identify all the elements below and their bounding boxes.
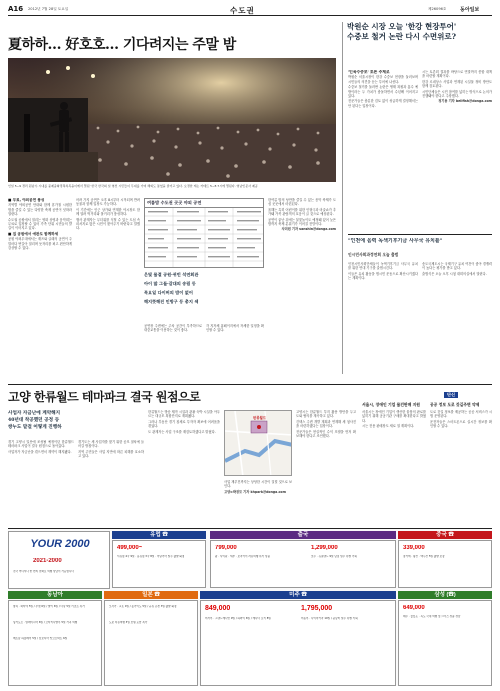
mid-subhead-2: 아이 많 그들·갈대의 송림 등 [144,281,196,286]
lead-reporter: 차미원 기자 sanshin@donga.com [281,227,336,232]
mid-subhead-3: 목요일 다이버의 밤이 없어 [144,290,193,295]
themepark-body5: 고양시는 한류월드 부지 활용 방안을 두고 도와 협의를 계속하고 있다. 킨텍스 주변 개발 계획과 연계해 새 청사진을 마련하겠다는 입장이다. 전문가들은 현실적인 수익 모델을 먼저 확보해야 한다고 조언했다. [296,410,356,439]
col1-subhead: ■ 무료, 야외공연 풍성 [8,198,45,202]
ad-banner-samsung [398,591,492,599]
lead-body-col1: ■ 무료, 야외공연 풍성 지역별 야외공연 안내와 함께 휴가철 시원한 밤을 즐길 수 있는 다양한 축제 공연이 잇따라 열린다. 수도권 공원에서 열리는 영화 상영과 음악회는 무료로 입장할 수 있어 가족 단위 시민들의 발길이 이어지고 있다. ■ 집 공원에서 애완도 함께하세 공원 야외무대에서는 재즈와 클래식 공연이 주말마다 번갈아 열리며 돗자리를 펴고 편안하게 감상할 수 있다. [8,198,72,251]
ad-banner-europe-title: 유럽 ☎ [150,532,168,538]
masthead [8,4,492,16]
brief-left-body: 서울시는 장애인 기업이 생산한 물품의 판로를 넓히기 위해 공공기관 구매를 확대한다고 밝혔다. 시는 전용 판매장도 새로 열 계획이다. [362,410,426,429]
ad-banner-japan-title: 일본 ☎ [142,592,160,598]
themepark-body4: 사업 재추진까지는 상당한 시간이 걸릴 것으로 보인다. 고양=박경모 기자 khpark@donga.com [224,480,292,494]
col1-subhead-2: ■ 집 공원에서 애완도 함께하세 [8,231,59,236]
ad-price-4: 849,000 [205,605,231,612]
lead-body-col4: 각 지자체 홈페이지에서 자세한 일정을 확인할 수 있다. [206,324,264,333]
ad-depart-body: 799,000 괌 · 사이판 · 세부 · 보라카이 자유여행 특가 상품 1,299,000 호주 · 뉴질랜드 9일 남섬 일주 특별 기획 [210,540,396,588]
ad-price-3: 1,299,000 [311,545,338,551]
section-rule [8,384,492,385]
ad-banner-samsung-title: 삼성 (☎) [434,592,456,598]
section-title: 수도권 [230,6,255,15]
deck-3: 쌍누도 말걸 어떻게 진행하 [8,425,62,430]
right-kicker: '인육수중보' 토론 주제로 [348,70,390,74]
themepark-headline: 고양 한류월드 테마파크 결국 원점으로 [8,390,201,404]
themepark-body3: 한류월드는 방송 제작 시설과 관광 숙박 시설을 아우르는 대규모 복합단지로 계획됐다. 그러나 부동산 경기 침체로 투자자 확보에 어려움을 겪었다. 도 관계자는 사업 구조를 재검토하겠다고 밝혔다. [148,410,220,434]
ad-banner-depart [210,531,396,539]
ad-banner-sea-title: 동남아 [47,592,63,598]
table-title: 여름밤 수도권 곳곳 야외 공연 [145,199,263,208]
photo-caption: 인일 5~9 경리 원남수 시내를 중제중화경축복목을이에서 열린 '한국 한국의 일 영선 시민들이 무대를 가며 해외도 통었을 즐거고 있다. 요경한 계는 카테트 5~8 7시에 열린다. 영남인문사 제공 [8,184,258,188]
ad-banner-china-title: 중국 ☎ [436,532,454,538]
map-label: 한류월드 [253,416,267,420]
brief-right-title: 공공 정보 도로 갓길주면 약제 [430,402,480,407]
deck-2: 40년대 착공했던 공정 등 [8,418,60,423]
ad-price-5: 1,795,000 [301,605,333,612]
brief-tag: 단신 [444,392,458,398]
ad-banner-europe [112,531,206,539]
right-divider [348,234,492,235]
lead-body-col5: 한여름 밤의 낭만을 즐길 수 있는 음악 축제가 도심 곳곳에서 마련된다. 올해는 특히 어린이를 위한 인형극과 마술쇼가 추가돼 가족 관람객의 호응이 클 것으로 예상된다. 공연이 끝난 뒤에는 불꽃놀이도 예정돼 있어 늦은 밤까지 축제 분위기가 이어질 전망이다. 차미원 기자 sanshin@donga.com [268,198,336,232]
ad-your2000: YOUR 2000 2021-2000 전국 어디서나 한 번의 전화로 여행 상담이 가능합니다 [8,531,110,589]
mid-subheads [144,272,264,320]
ad-price-1: 499,000~ [117,545,143,551]
page-number: A16 [8,5,24,13]
themepark-byline: 고양=박경모 기자 khpark@donga.com [224,489,286,494]
brief-left-title: 서울시, 장애인 기업 물건판매 지원 [362,402,420,407]
issue-number: 제26096호 [428,7,447,11]
location-map [224,410,292,476]
performance-table [144,198,264,268]
mid-subhead-1: 은빛 물결 공원·귀빈 석연회관 [144,272,199,277]
right-title-b: 수중보 철거 논란 다시 수면위로? [347,32,457,41]
ad-japan-body: 오사카 · 교토 4일 / 홋카이도 5일 / 규슈 온천 3일 출발 확정 도쿄 자유여행 3일 호텔 포함 특가 [104,600,198,686]
ad-banner-sea [8,591,102,599]
right-title-a: 박원순 시장 오늘 '한강 현장투어' [347,22,457,31]
brief-right-body: 도로 갓길 정보를 제공하는 공공 서비스가 시범 운영된다. 운전자들은 스마트폰으로 실시간 정보를 확인할 수 있다. [430,410,492,429]
newspaper-name: 동아일보 [460,7,480,13]
ad-your2000-title: YOUR 2000 [30,538,90,550]
ad-europe-body: 499,000~ 서유럽 4국 9일 · 동유럽 3국 8일 · 이탈리아 일주 출발 확정 [112,540,206,588]
right-box2-title: "인천에 음력 녹색기후기금 사무국 유치를" [348,238,443,244]
right-box2-sub: 인시민사회과정연회 오늘 출범 [348,252,399,257]
lead-headline: 夏하하… 好호호… 기다려지는 주말 밤 [8,37,236,53]
right-box2-body1: 인천시민사회단체들이 녹색기후기금 사무국 유치를 위한 연대 기구를 출범시킨다. 이들은 유치 활동을 범시민 운동으로 확산시키겠다는 계획이다. [348,262,418,281]
lead-body-col2: 어려 가지 공연은 오후 8시부터 시작되며 반려동물과 함께 입장도 가능하다. 이 기간에는 인근 상가와 연계한 야시장도 함께 열려 먹거리와 볼거리가 풍성하다. 행사 관계자는 무더위를 식힐 수 있는 도심 속 피서지로 많은 시민이 찾아주기 바란다고 말했다. [76,198,140,231]
right-box2-body2: 송도국제도시는 국제기구 유치 여건이 좋아 경쟁력이 높다는 평가를 받고 있다. 출범식은 오늘 오후 시청 대회의실에서 열린다. [422,262,492,276]
ad-samsung-body: 649,000 제주 · 울릉도 · 독도 국내 여행 및 크루즈 상품 상담 [398,600,492,686]
ad-your2000-phone: 2021-2000 [33,558,62,564]
ad-price-6: 339,000 [403,545,425,551]
themepark-decks [8,410,108,438]
right-body-col2: 시는 토론회 결과를 바탕으로 연말까지 종합 대책을 마련할 계획이다. 한강 르네상스 사업과 연계된 시설물 정비 방안도 함께 검토된다. 시민단체들은 시민 참여를 넓히는 방식으로 논의가 진행돼야 한다고 주장했다. 정기용 기자 bellfish@donga.com [422,70,492,104]
ad-banner-america-title: 미주 ☎ [289,592,307,598]
ad-banner-china [398,531,492,539]
concert-photo [8,58,336,182]
ad-china-body: 339,000 장가계 · 황산 · 백두산 5일 출발 보장 [398,540,492,588]
ad-banner-america [200,591,396,599]
mid-subhead-4: 해지뜻해진 인방구 등 총지 섹 [144,299,199,304]
lead-body-col3: 공연장 주변에는 주차 공간이 부족하므로 대중교통을 이용하는 것이 좋다. [144,324,202,333]
ad-banner-depart-title: 출국 [297,532,309,538]
ad-banner-japan [104,591,198,599]
ad-sea-body: 방콕 · 파타야 5일 / 푸켓 6일 / 발리 6일 / 다낭 5일 리조트 특가 싱가포르 · 말레이시아 6일 / 코타키나발루 5일 가족 여행 베트남 하롱베이 5일 / 캄보디아 앙코르와트 6일 [8,600,102,686]
ad-america-body: 849,000 미서부 · 그랜드캐니언 9일 / 하와이 6일 / 캐나다 로키 8일 1,795,000 미동부 · 나이아가라 10일 / 중남미 일주 특별 기획 [200,600,396,686]
themepark-body1: 경기 고양시 일산에 조성될 예정이던 한류월드 테마파크 사업이 결국 원점으로 돌아갔다. 사업자가 자금난을 겪으면서 계약이 해지됐다. [8,440,74,454]
deck-1: 사업자 자금난에 계약해지 [8,411,61,416]
themepark-body2: 경기도는 새 사업자를 찾기 위한 공모 절차에 들어갈 방침이다. 지역 주민들은 사업 지연에 따른 피해를 호소하고 있다. [78,440,144,459]
ad-price-7: 649,000 [403,605,425,611]
ad-price-2: 799,000 [215,545,237,551]
right-byline: 정기용 기자 bellfish@donga.com [438,99,492,104]
issue-date: 2012년 7월 28일 토요일 [28,7,69,11]
right-body-col1: '인육수중보' 토론 주제로 박원순 서울시장이 한강 수중보 현장을 둘러보며 시민들의 의견을 듣는 투어에 나선다. 수중보 철거를 둘러싼 논란은 생태 복원과 홍수 예방이라는 두 가치가 충돌하면서 수년째 이어지고 있다. 전문가들은 충분한 검토 없이 성급하게 결정해서는 안 된다는 입장이다. [348,70,418,108]
